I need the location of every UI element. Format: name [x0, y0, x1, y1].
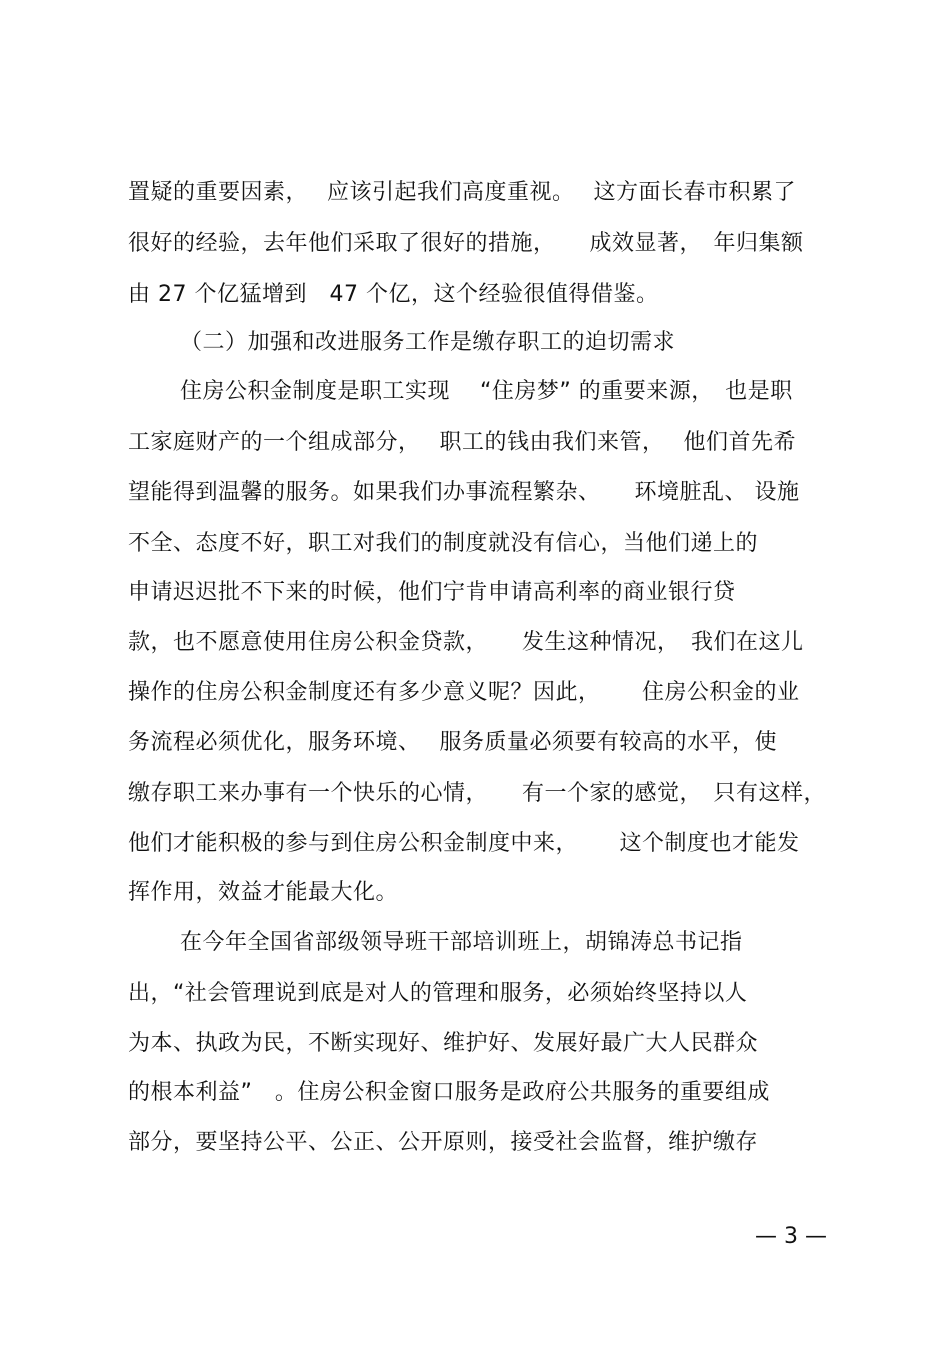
paragraph-1-line-3: 由 27 个亿猛增到 47 个亿，这个经验很值得借鉴。 [128, 282, 659, 307]
paragraph-1-line-1: 置疑的重要因素， 应该引起我们高度重视。 这方面长春市积累了 [128, 180, 796, 205]
paragraph-3-line-3: 为本、执政为民，不断实现好、维护好、发展好最广大人民群众 [128, 1031, 759, 1056]
page-number: — 3 — [755, 1224, 827, 1249]
paragraph-2-line-1: 住房公积金制度是职工实现 “住房梦” 的重要来源， 也是职 [180, 379, 793, 404]
paragraph-3-line-5: 部分，要坚持公平、公正、公开原则，接受社会监督，维护缴存 [128, 1130, 759, 1155]
paragraph-2-line-4: 不全、态度不好，职工对我们的制度就没有信心，当他们递上的 [128, 531, 759, 556]
paragraph-2-line-3: 望能得到温馨的服务。如果我们办事流程繁杂、 环境脏乱、 设施 [128, 480, 800, 505]
paragraph-2-line-6: 款，也不愿意使用住房公积金贷款， 发生这种情况， 我们在这儿 [128, 630, 804, 655]
paragraph-2-line-11: 挥作用，效益才能最大化。 [128, 880, 399, 905]
paragraph-3-line-4: 的根本利益” 。住房公积金窗口服务是政府公共服务的重要组成 [128, 1080, 770, 1105]
section-heading: （二）加强和改进服务工作是缴存职工的迫切需求 [180, 330, 676, 355]
paragraph-1-line-2: 很好的经验，去年他们采取了很好的措施， 成效显著， 年归集额 [128, 231, 804, 256]
paragraph-3-line-1: 在今年全国省部级领导班干部培训班上，胡锦涛总书记指 [180, 930, 743, 955]
paragraph-2-line-9: 缴存职工来办事有一个快乐的心情， 有一个家的感觉， 只有这样， [128, 781, 827, 806]
paragraph-2-line-7: 操作的住房公积金制度还有多少意义呢？因此， 住房公积金的业 [128, 680, 800, 705]
paragraph-2-line-5: 申请迟迟批不下来的时候，他们宁肯申请高利率的商业银行贷 [128, 580, 736, 605]
paragraph-2-line-10: 他们才能积极的参与到住房公积金制度中来， 这个制度也才能发 [128, 831, 800, 856]
paragraph-3-line-2: 出，“社会管理说到底是对人的管理和服务，必须始终坚持以人 [128, 981, 748, 1006]
paragraph-2-line-2: 工家庭财产的一个组成部分， 职工的钱由我们来管， 他们首先希 [128, 430, 796, 455]
paragraph-2-line-8: 务流程必须优化，服务环境、 服务质量必须要有较高的水平，使 [128, 730, 777, 755]
